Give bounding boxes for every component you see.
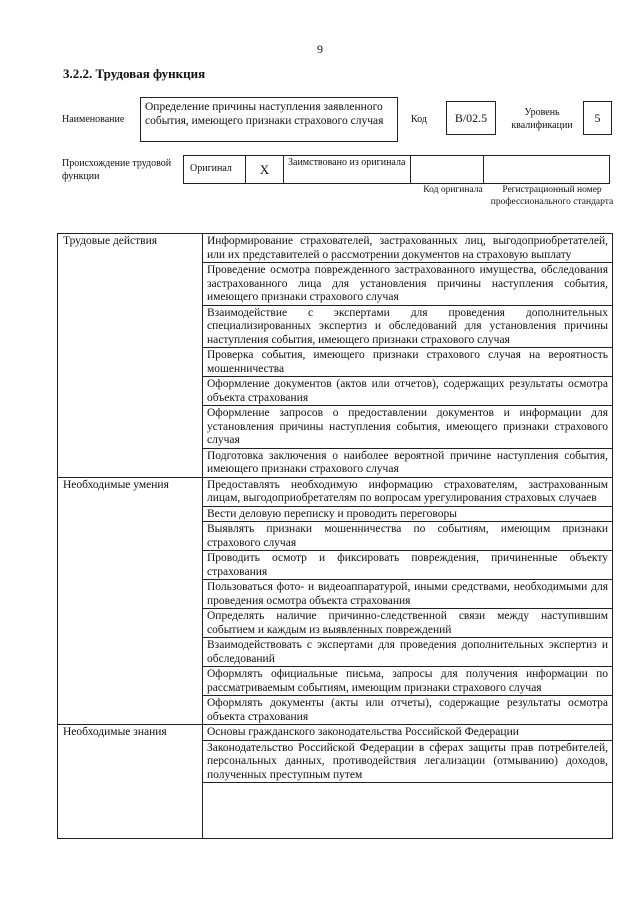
labor-function-table bbox=[57, 233, 613, 839]
item-cell: Проводить осмотр и фиксировать повреждения, причиненные объекту страхования bbox=[203, 551, 613, 580]
level-label: Уровень квалификации bbox=[511, 107, 573, 131]
origin-table bbox=[183, 155, 612, 184]
code-original-caption: Код оригинала bbox=[423, 185, 483, 195]
item-cell: Взаимодействие с экспертами для проведения дополнительных специализированных экспертиз и обследований для установления причины наступления события, имеющего признаки страхового случая bbox=[203, 305, 613, 348]
borrowed-label: Заимствовано из оригинала bbox=[288, 157, 406, 168]
table-row bbox=[58, 725, 613, 741]
table-row bbox=[58, 234, 613, 263]
borrowed-cell bbox=[283, 155, 411, 184]
section-title: 3.2.2. Трудовая функция bbox=[63, 66, 206, 81]
original-mark-cell bbox=[245, 155, 284, 184]
page-number: 9 bbox=[317, 42, 323, 56]
category-cell: Необходимые знания bbox=[58, 725, 203, 839]
item-cell: Пользоваться фото- и видеоаппаратурой, иными средствами, необходимыми для проведения осмотра объекта страхования bbox=[203, 580, 613, 609]
item-cell: Информирование страхователей, застрахованных лиц, выгодоприобретателей, или их представителей о рассмотрении документов на страховую выплату bbox=[203, 234, 613, 263]
item-cell: Оформление документов (актов или отчетов), содержащих результаты осмотра объекта страхования bbox=[203, 377, 613, 406]
original-label: Оригинал bbox=[190, 163, 232, 174]
item-cell: Оформлять официальные письма, запросы для получения информации по рассматриваемым событиям, имеющим признаки страхового случая bbox=[203, 667, 613, 696]
item-cell: Основы гражданского законодательства Российской Федерации bbox=[203, 725, 613, 741]
item-cell: Законодательство Российской Федерации в сферах защиты прав потребителей, персональных данных, противодействия легализации (отмыванию) доходов, полученных преступным путем bbox=[203, 740, 613, 783]
item-cell: Взаимодействовать с экспертами для проведения дополнительных экспертиз и обследований bbox=[203, 638, 613, 667]
item-cell: Проверка события, имеющего признаки страхового случая на вероятность мошенничества bbox=[203, 348, 613, 377]
category-cell: Трудовые действия bbox=[58, 234, 203, 478]
item-cell: Определять наличие причинно-следственной связи между наступившим событием и каждым из выявленных повреждений bbox=[203, 609, 613, 638]
original-code-cell bbox=[410, 155, 484, 184]
item-cell: Подготовка заключения о наиболее вероятной причине наступления события, имеющего признаки страхового случая bbox=[203, 448, 613, 477]
reg-number-caption: Регистрационный номер профессионального стандарта bbox=[490, 185, 614, 207]
category-cell: Необходимые умения bbox=[58, 477, 203, 725]
item-cell: Оформлять документы (акты или отчеты), содержащие результаты осмотра объекта страхования bbox=[203, 696, 613, 725]
original-mark: X bbox=[259, 161, 270, 177]
function-name-box: Определение причины наступления заявленного события, имеющего признаки страхового случая bbox=[140, 97, 398, 142]
item-cell: Предоставлять необходимую информацию страхователям, застрахованным лицам, выгодоприобретателям по вопросам урегулирования страховых случаев bbox=[203, 477, 613, 506]
item-cell: Оформление запросов о предоставлении документов и информации для установления причины наступления события, имеющего признаки страхового случая bbox=[203, 406, 613, 449]
name-label: Наименование bbox=[62, 114, 125, 125]
reg-number-cell bbox=[483, 155, 610, 184]
original-cell bbox=[183, 155, 246, 184]
level-value-box: 5 bbox=[583, 101, 612, 135]
table-row bbox=[58, 477, 613, 506]
item-cell: Вести деловую переписку и проводить переговоры bbox=[203, 506, 613, 522]
code-value-box: B/02.5 bbox=[446, 101, 496, 135]
item-cell bbox=[203, 783, 613, 839]
item-cell: Проведение осмотра поврежденного застрахованного имущества, обследования застрахованного лица для установления причины наступления события, имеющего признаки страхового случая bbox=[203, 263, 613, 306]
code-label: Код bbox=[411, 114, 427, 125]
origin-label: Происхождение трудовой функции bbox=[62, 158, 172, 182]
item-cell: Выявлять признаки мошенничества по событиям, имеющим признаки страхового случая bbox=[203, 522, 613, 551]
